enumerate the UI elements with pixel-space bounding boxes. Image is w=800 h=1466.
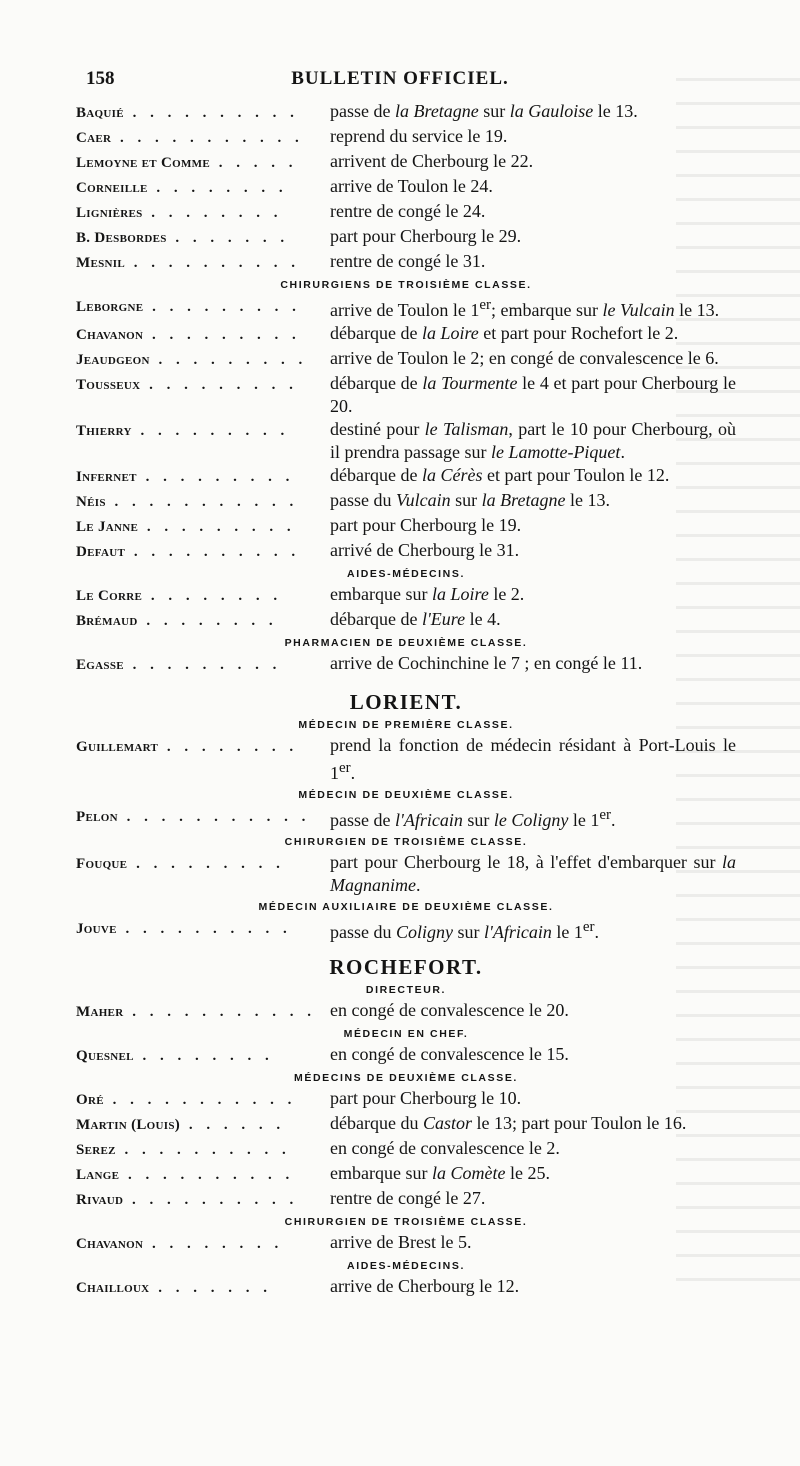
officer-name-cell (76, 418, 328, 464)
officer-name: Le Corre (76, 588, 143, 604)
officer-name: Rivaud (76, 1192, 124, 1208)
movement-description: embarque sur la Loire le 2. (330, 584, 525, 604)
officer-name-cell (76, 100, 328, 125)
movement-entry (76, 200, 736, 225)
movement-description: débarque de la Cérès et part pour Toulon le 12. (330, 465, 670, 485)
page-number: 158 (86, 68, 115, 89)
dot-leader: . . . . . . . . . (123, 657, 282, 673)
dot-leader: . . . . . . . (149, 1280, 272, 1296)
officer-name-cell (76, 916, 328, 944)
officer-name: Le Janne (76, 519, 139, 535)
dot-leader: . . . . . (209, 155, 298, 171)
officer-name: Defaut (76, 544, 126, 560)
movement-description: en congé de convalescence le 20. (330, 1000, 569, 1020)
movement-description: part pour Cherbourg le 10. (330, 1088, 522, 1108)
officer-name-cell (76, 489, 328, 514)
officer-name-cell (76, 1187, 328, 1212)
rank-heading: CHIRURGIEN DE TROISIÈME CLASSE. (284, 836, 528, 848)
dot-leader: . . . . . . . . . . (124, 255, 300, 271)
movement-entry (76, 225, 736, 250)
movement-description: arrive de Toulon le 2; en congé de convalescence le 6. (330, 348, 719, 368)
officer-name: B. Desbordes (76, 230, 167, 246)
dot-leader: . . . . . . . . . . (119, 1167, 295, 1183)
port-heading: LORIENT. (349, 690, 463, 714)
officer-name: Maher (76, 1004, 124, 1020)
rank-heading: MÉDECIN DE DEUXIÈME CLASSE. (298, 789, 514, 801)
dot-leader: . . . . . . . . . . (123, 105, 299, 121)
officer-name-cell (76, 583, 328, 608)
officer-name-cell (76, 347, 328, 372)
dot-leader: . . . . . . . . . (143, 299, 301, 315)
movement-description: rentre de congé le 31. (330, 251, 486, 271)
officer-name: Jeaudgeon (76, 352, 150, 368)
movement-description: part pour Cherbourg le 19. (330, 515, 522, 535)
officer-name: Lange (76, 1167, 120, 1183)
movement-description: prend la fonction de médecin résidant à Port-Louis le 1er. (330, 735, 736, 783)
officer-name: Oré (76, 1092, 104, 1108)
movement-entry (76, 1231, 736, 1256)
dot-leader: . . . . . . . . . (138, 519, 296, 535)
dot-leader: . . . . . . . . . (143, 327, 301, 343)
rank-heading: AIDES-MÉDECINS. (347, 568, 465, 580)
rank-heading: CHIRURGIEN DE TROISIÈME CLASSE. (284, 1216, 528, 1228)
movement-entry (76, 999, 736, 1024)
movement-description: en congé de convalescence le 15. (330, 1044, 569, 1064)
officer-name-cell (76, 1231, 328, 1256)
officer-name-cell (76, 1043, 328, 1068)
movement-entry (76, 1087, 736, 1112)
officer-name-cell (76, 250, 328, 275)
officer-name-cell (76, 804, 328, 832)
dot-leader: . . . . . . . . . (131, 423, 290, 439)
dot-leader: . . . . . . . . . . (125, 544, 301, 560)
movement-entry (76, 347, 736, 372)
movement-description: arrive de Cherbourg le 12. (330, 1276, 520, 1296)
movement-entry (76, 652, 736, 677)
movement-entry (76, 514, 736, 539)
officer-name: Martin (Louis) (76, 1117, 181, 1133)
officer-name-cell (76, 734, 328, 785)
rank-heading: MÉDECIN EN CHEF. (343, 1028, 469, 1040)
officer-name: Baquié (76, 105, 124, 121)
movement-entry (76, 539, 736, 564)
dot-leader: . . . . . . . . . . (115, 1142, 291, 1158)
rank-heading: AIDES-MÉDECINS. (347, 1260, 465, 1272)
officer-name-cell (76, 322, 328, 347)
rank-heading: MÉDECIN AUXILIAIRE DE DEUXIÈME CLASSE. (258, 901, 554, 913)
dot-leader: . . . . . . . . . (136, 469, 295, 485)
officer-name-cell (76, 225, 328, 250)
officer-name: Fouque (76, 856, 128, 872)
movement-entry (76, 1043, 736, 1068)
page-body (76, 100, 736, 1300)
page-header (0, 68, 800, 94)
movement-description: part pour Cherbourg le 18, à l'effet d'embarquer sur la Magnanime. (330, 852, 736, 895)
officer-name-cell (76, 1112, 328, 1137)
dot-leader: . . . . . . . . . . (116, 921, 292, 937)
movement-entry (76, 916, 736, 944)
movement-entry (76, 175, 736, 200)
officer-name-cell (76, 125, 328, 150)
movement-entry (76, 583, 736, 608)
dot-leader: . . . . . . . . (142, 588, 283, 604)
dot-leader: . . . . . . . . (147, 180, 288, 196)
movement-description: arrive de Brest le 5. (330, 1232, 472, 1252)
officer-name: Mesnil (76, 255, 125, 271)
movement-description: arrive de Cochinchine le 7 ; en congé le 11. (330, 653, 643, 673)
officer-name-cell (76, 514, 328, 539)
movement-description: passe de la Bretagne sur la Gauloise le 13. (330, 101, 638, 121)
officer-name: Brémaud (76, 613, 138, 629)
movement-description: arrivé de Cherbourg le 31. (330, 540, 520, 560)
movement-entry (76, 1162, 736, 1187)
movement-description: passe du Coligny sur l'Africain le 1er. (330, 919, 599, 942)
dot-leader: . . . . . . . . . . . (123, 1004, 316, 1020)
port-heading: ROCHEFORT. (329, 955, 483, 979)
dot-leader: . . . . . . . . . . . (105, 494, 299, 510)
dot-leader: . . . . . . . . (137, 613, 278, 629)
officer-name: Serez (76, 1142, 116, 1158)
officer-name: Lignières (76, 205, 143, 221)
rank-heading: CHIRURGIENS DE TROISIÈME CLASSE. (280, 279, 532, 291)
officer-name: Chailloux (76, 1280, 150, 1296)
movement-entry (76, 150, 736, 175)
officer-name: Tousseux (76, 377, 141, 393)
movement-entry (76, 1187, 736, 1212)
movement-description: embarque sur la Comète le 25. (330, 1163, 550, 1183)
movement-entry (76, 489, 736, 514)
dot-leader: . . . . . . . . . . . (117, 809, 311, 825)
officer-name-cell (76, 851, 328, 897)
officer-name: Guillemart (76, 739, 159, 755)
movement-entry (76, 250, 736, 275)
dot-leader: . . . . . . . . . . . (111, 130, 304, 146)
movement-entry (76, 125, 736, 150)
movement-entry (76, 734, 736, 785)
officer-name: Quesnel (76, 1048, 134, 1064)
movement-description: en congé de convalescence le 2. (330, 1138, 560, 1158)
officer-name: Chavanon (76, 327, 144, 343)
officer-name: Jouve (76, 921, 117, 937)
officer-name-cell (76, 200, 328, 225)
officer-name: Corneille (76, 180, 148, 196)
movement-entry (76, 1137, 736, 1162)
rank-heading: MÉDECINS DE DEUXIÈME CLASSE. (294, 1072, 518, 1084)
movement-entry (76, 1275, 736, 1300)
dot-leader: . . . . . . . . . . . (103, 1092, 297, 1108)
dot-leader: . . . . . . . . (142, 205, 283, 221)
dot-leader: . . . . . . . (166, 230, 290, 246)
movement-description: arrive de Toulon le 1er; embarque sur le Vulcain le 13. (330, 297, 720, 320)
movement-description: débarque de la Loire et part pour Rochefort le 2. (330, 323, 679, 343)
officer-name-cell (76, 150, 328, 175)
officer-name: Chavanon (76, 1236, 144, 1252)
movement-description: rentre de congé le 27. (330, 1188, 486, 1208)
dot-leader: . . . . . . . . . (140, 377, 298, 393)
officer-name: Thierry (76, 423, 132, 439)
movement-description: destiné pour le Talisman, part le 10 pour Cherbourg, où il prendra passage sur le Lamotte-Piquet. (330, 419, 736, 462)
officer-name: Infernet (76, 469, 137, 485)
rank-heading: DIRECTEUR. (365, 984, 447, 996)
movement-entry (76, 322, 736, 347)
movement-entry (76, 851, 736, 897)
movement-description: rentre de congé le 24. (330, 201, 486, 221)
officer-name-cell (76, 999, 328, 1024)
officer-name: Lemoyne et Comme (76, 155, 210, 171)
officer-name: Néis (76, 494, 106, 510)
officer-name: Pelon (76, 809, 118, 825)
dot-leader: . . . . . . (180, 1117, 286, 1133)
movement-description: débarque de la Tourmente le 4 et part pour Cherbourg le 20. (330, 373, 737, 416)
dot-leader: . . . . . . . . . (149, 352, 308, 368)
officer-name: Egasse (76, 657, 124, 673)
officer-name-cell (76, 1087, 328, 1112)
movement-entry (76, 418, 736, 464)
officer-name-cell (76, 294, 328, 322)
movement-description: passe du Vulcain sur la Bretagne le 13. (330, 490, 610, 510)
officer-name-cell (76, 652, 328, 677)
rank-heading: PHARMACIEN DE DEUXIÈME CLASSE. (284, 637, 528, 649)
movement-entry (76, 804, 736, 832)
officer-name-cell (76, 175, 328, 200)
movement-entry (76, 372, 736, 418)
movement-description: part pour Cherbourg le 29. (330, 226, 522, 246)
officer-name: Leborgne (76, 299, 144, 315)
movement-entry (76, 1112, 736, 1137)
movement-entry (76, 608, 736, 633)
officer-name-cell (76, 1137, 328, 1162)
dot-leader: . . . . . . . . . (127, 856, 285, 872)
movement-description: reprend du service le 19. (330, 126, 508, 146)
rank-heading: MÉDECIN DE PREMIÈRE CLASSE. (298, 719, 514, 731)
officer-name: Caer (76, 130, 112, 146)
movement-entry (76, 294, 736, 322)
officer-name-cell (76, 1275, 328, 1300)
officer-name-cell (76, 1162, 328, 1187)
running-title: BULLETIN OFFICIEL. (291, 68, 509, 89)
dot-leader: . . . . . . . . (143, 1236, 284, 1252)
officer-name-cell (76, 464, 328, 489)
officer-name-cell (76, 608, 328, 633)
movement-description: débarque du Castor le 13; part pour Toulon le 16. (330, 1113, 687, 1133)
movement-description: arrive de Toulon le 24. (330, 176, 493, 196)
officer-name-cell (76, 539, 328, 564)
movement-description: débarque de l'Eure le 4. (330, 609, 501, 629)
movement-entry (76, 464, 736, 489)
officer-name-cell (76, 372, 328, 418)
dot-leader: . . . . . . . . (133, 1048, 274, 1064)
movement-entry (76, 100, 736, 125)
movement-description: arrivent de Cherbourg le 22. (330, 151, 534, 171)
dot-leader: . . . . . . . . . . (123, 1192, 299, 1208)
movement-description: passe de l'Africain sur le Coligny le 1er. (330, 807, 616, 830)
dot-leader: . . . . . . . . (158, 739, 299, 755)
